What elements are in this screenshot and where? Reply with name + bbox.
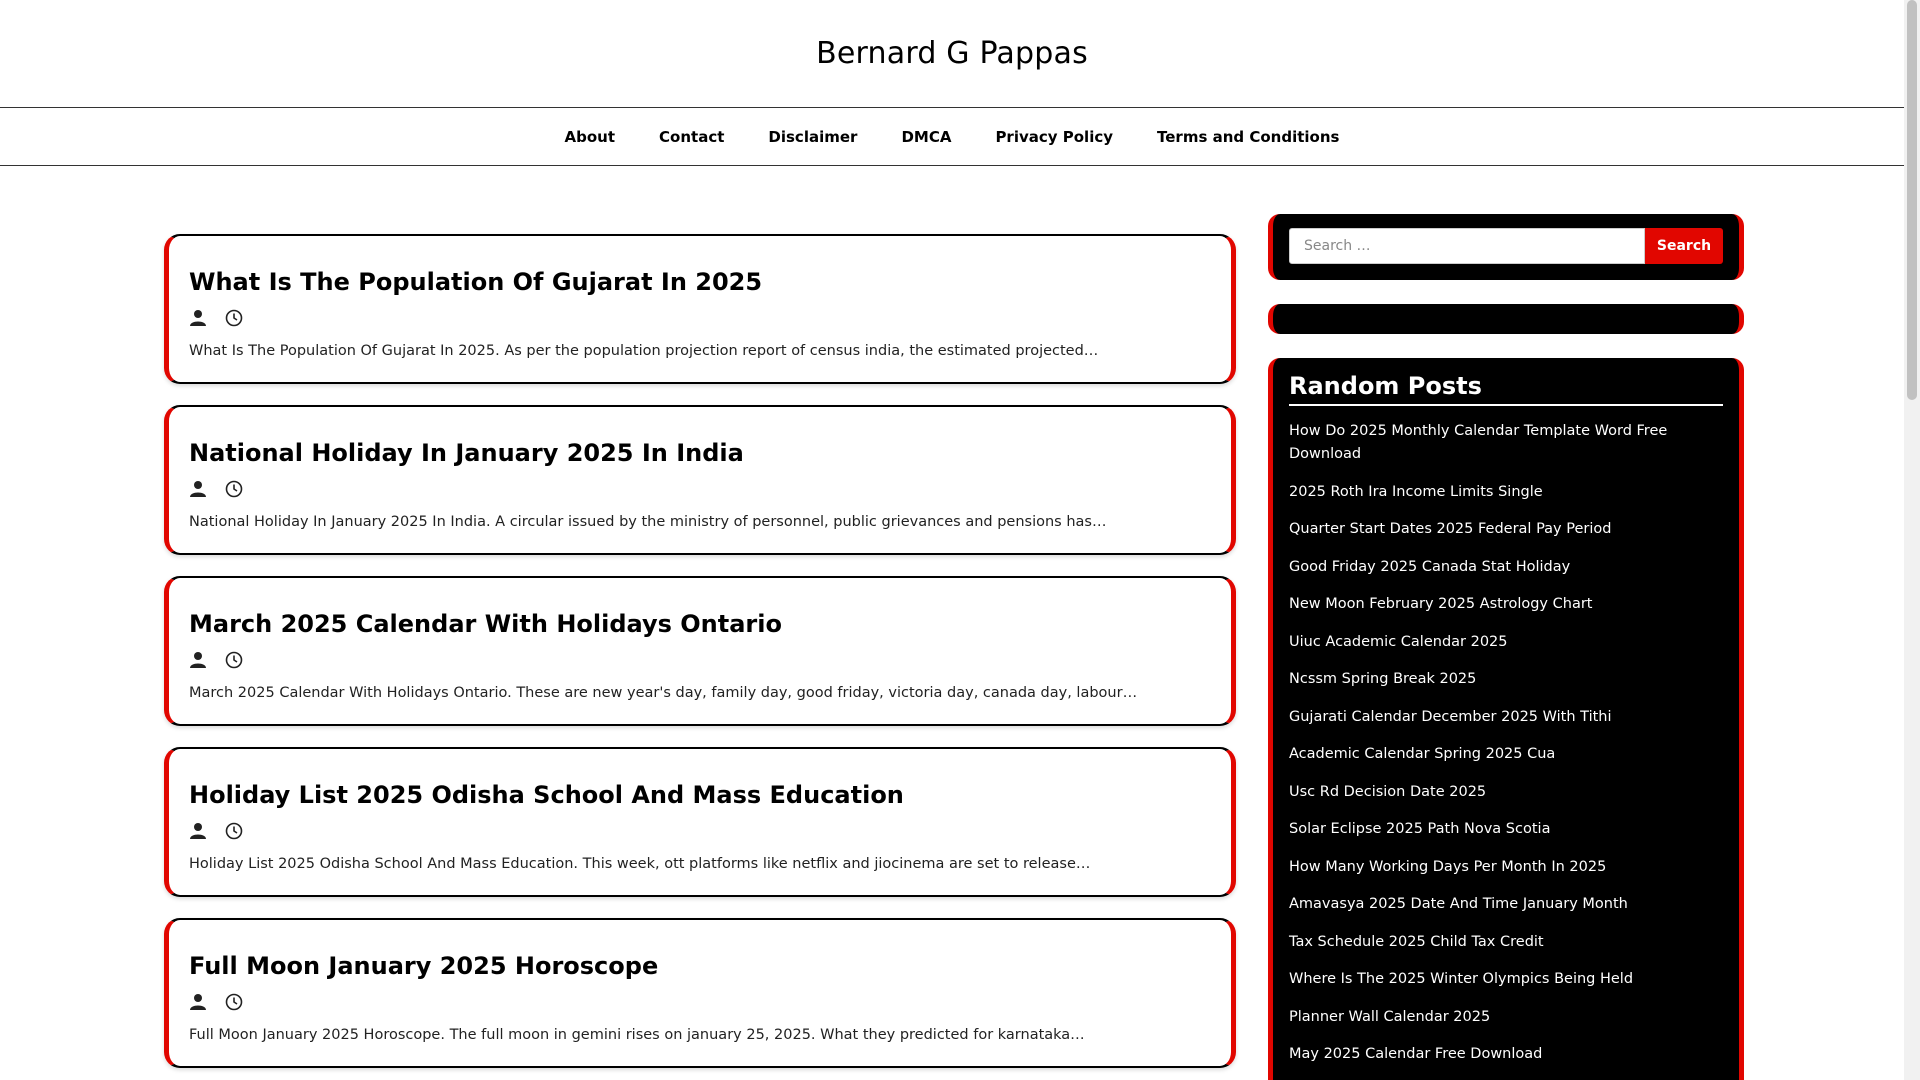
post-meta xyxy=(189,994,1211,1014)
random-post-link[interactable]: Tax Schedule 2025 Child Tax Credit xyxy=(1289,933,1544,950)
post-excerpt: Full Moon January 2025 Horoscope. The full moon in gemini rises on january 25, 2025. What they predicted for karnataka… xyxy=(189,1027,1085,1043)
random-post-link[interactable]: Solar Eclipse 2025 Path Nova Scotia xyxy=(1289,821,1551,837)
post-title[interactable]: March 2025 Calendar With Holidays Ontario xyxy=(189,610,782,638)
clock-icon[interactable] xyxy=(225,480,243,502)
nav-item-about[interactable]: About xyxy=(564,127,616,146)
random-posts-list xyxy=(1289,420,1723,1066)
post-meta xyxy=(189,823,1211,843)
search-input[interactable] xyxy=(1289,228,1645,264)
nav-item-dmca[interactable]: DMCA xyxy=(901,127,952,146)
post-title[interactable]: National Holiday In January 2025 In India xyxy=(189,439,744,467)
random-post-link[interactable]: Planner Wall Calendar 2025 xyxy=(1289,1008,1491,1025)
post-meta xyxy=(189,310,1211,330)
random-post-link[interactable]: How Many Working Days Per Month In 2025 xyxy=(1289,858,1607,875)
random-post-link[interactable]: Ncssm Spring Break 2025 xyxy=(1289,671,1477,687)
post-card xyxy=(164,918,1236,1068)
post-card xyxy=(164,747,1236,897)
random-post-link[interactable]: Where Is The 2025 Winter Olympics Being Held xyxy=(1289,971,1634,987)
random-post-link[interactable]: Usc Rd Decision Date 2025 xyxy=(1289,783,1487,800)
random-post-link[interactable]: Quarter Start Dates 2025 Federal Pay Period xyxy=(1289,521,1612,537)
random-post-link[interactable]: How Do 2025 Monthly Calendar Template Word Free Download xyxy=(1289,423,1668,462)
post-meta xyxy=(189,481,1211,501)
post-title[interactable]: Holiday List 2025 Odisha School And Mass Education xyxy=(189,781,904,809)
clock-icon[interactable] xyxy=(225,309,243,331)
search-button[interactable]: Search xyxy=(1645,228,1723,264)
author-icon[interactable] xyxy=(189,309,207,331)
post-card xyxy=(164,576,1236,726)
clock-icon[interactable] xyxy=(225,993,243,1015)
post-title[interactable]: What Is The Population Of Gujarat In 2025 xyxy=(189,268,763,296)
random-posts-title: Random Posts xyxy=(1289,370,1723,406)
post-card xyxy=(164,234,1236,384)
site-title[interactable]: Bernard G Pappas xyxy=(816,36,1088,71)
main-nav xyxy=(0,107,1904,166)
random-post-link[interactable]: Good Friday 2025 Canada Stat Holiday xyxy=(1289,558,1571,575)
author-icon[interactable] xyxy=(189,651,207,673)
site-header xyxy=(0,0,1904,107)
search-widget xyxy=(1268,214,1744,280)
scrollbar[interactable] xyxy=(1904,0,1920,1080)
author-icon[interactable] xyxy=(189,822,207,844)
random-post-link[interactable]: Gujarati Calendar December 2025 With Tithi xyxy=(1289,708,1612,725)
random-posts-widget xyxy=(1268,358,1744,1080)
nav-item-contact[interactable]: Contact xyxy=(659,127,725,146)
post-list xyxy=(164,234,1238,1080)
post-excerpt: What Is The Population Of Gujarat In 2025. As per the population projection report of census india, the estimated projected… xyxy=(189,343,1099,359)
random-post-link[interactable]: 2025 Roth Ira Income Limits Single xyxy=(1289,483,1543,500)
nav-item-privacy-policy[interactable]: Privacy Policy xyxy=(995,127,1114,146)
post-excerpt: Holiday List 2025 Odisha School And Mass Education. This week, ott platforms like netflix and jiocinema are set to release… xyxy=(189,856,1091,872)
random-post-link[interactable]: New Moon February 2025 Astrology Chart xyxy=(1289,596,1593,612)
nav-item-terms[interactable]: Terms and Conditions xyxy=(1157,127,1340,146)
random-post-link[interactable]: Uiuc Academic Calendar 2025 xyxy=(1289,633,1508,650)
post-excerpt: National Holiday In January 2025 In India. A circular issued by the ministry of personnel, public grievances and pensions has… xyxy=(189,514,1107,530)
author-icon[interactable] xyxy=(189,480,207,502)
author-icon[interactable] xyxy=(189,993,207,1015)
clock-icon[interactable] xyxy=(225,651,243,673)
clock-icon[interactable] xyxy=(225,822,243,844)
post-meta xyxy=(189,652,1211,672)
random-post-link[interactable]: Academic Calendar Spring 2025 Cua xyxy=(1289,746,1556,762)
sidebar xyxy=(1268,214,1744,1080)
post-excerpt: March 2025 Calendar With Holidays Ontario. These are new year's day, family day, good friday, victoria day, canada day, labour… xyxy=(189,685,1138,701)
post-title[interactable]: Full Moon January 2025 Horoscope xyxy=(189,952,659,980)
random-post-link[interactable]: Amavasya 2025 Date And Time January Month xyxy=(1289,896,1628,912)
empty-widget xyxy=(1268,304,1744,334)
random-post-link[interactable]: May 2025 Calendar Free Download xyxy=(1289,1046,1543,1062)
scrollbar-thumb[interactable] xyxy=(1907,0,1917,400)
post-card xyxy=(164,405,1236,555)
nav-item-disclaimer[interactable]: Disclaimer xyxy=(768,127,858,146)
